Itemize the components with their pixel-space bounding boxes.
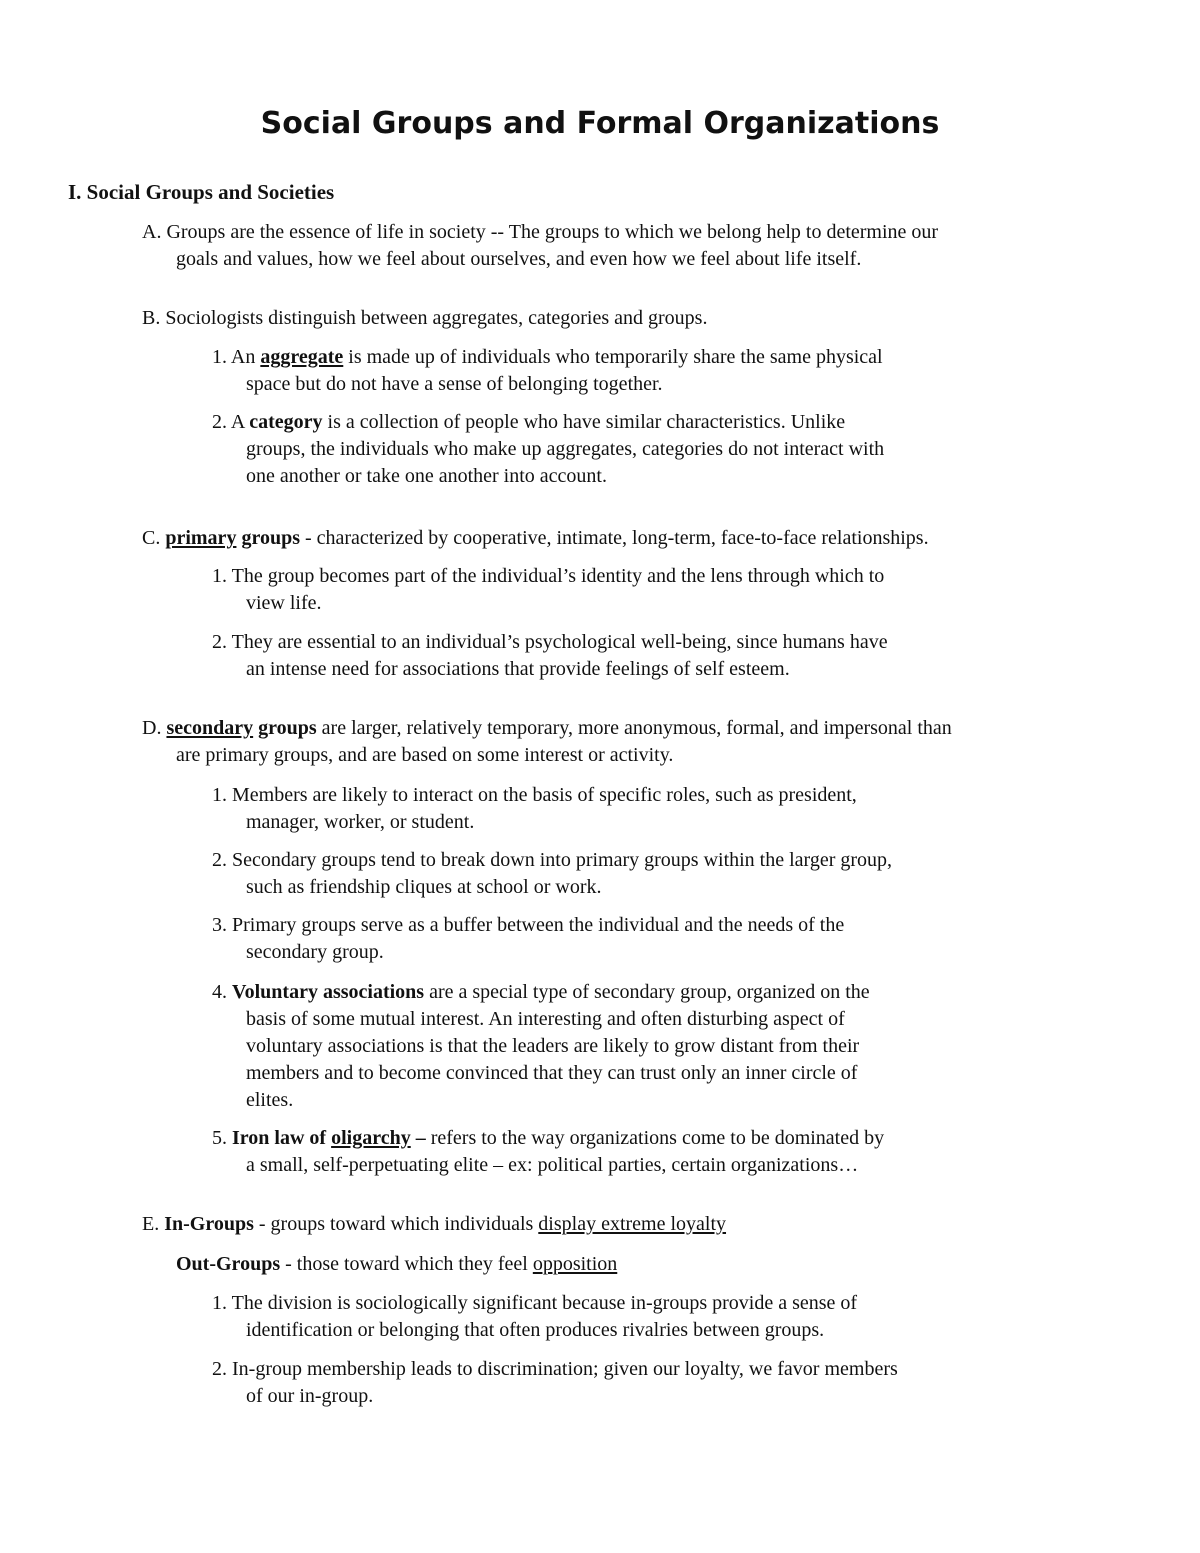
item-e-2-line-2: of our in-group. <box>246 1385 374 1407</box>
item-d-4-line-5: elites. <box>246 1089 294 1111</box>
item-d-1-line-2: manager, worker, or student. <box>246 811 475 833</box>
item-e-1 <box>212 1290 1024 1344</box>
outline-item-e <box>142 1211 726 1238</box>
item-e-letter: E. <box>142 1213 165 1235</box>
item-d-2-line-2: such as friendship cliques at school or work. <box>246 876 602 898</box>
item-e-1-line-2: identification or belonging that often produces rivalries between groups. <box>246 1319 825 1341</box>
item-b-2-rest: is a collection of people who have similar characteristics. Unlike <box>322 411 846 433</box>
item-b-2-prefix: 2. A <box>212 411 250 433</box>
outline-item-a <box>142 219 938 273</box>
item-b-1 <box>212 344 1024 398</box>
item-d-5-line-2: a small, self-perpetuating elite – ex: political parties, certain organizations… <box>246 1154 859 1176</box>
item-b-2-line-3: one another or take one another into account. <box>246 465 607 487</box>
term-category: category <box>249 411 323 433</box>
phrase-opposition: opposition <box>532 1253 618 1275</box>
phrase-extreme-loyalty: display extreme loyalty <box>538 1213 727 1235</box>
item-d-2 <box>212 847 1024 901</box>
item-c-2 <box>212 629 1024 683</box>
item-c-1-line-2: view life. <box>246 592 322 614</box>
term-primary: primary <box>165 527 237 549</box>
item-d-4-rest: are a special type of secondary group, organized on the <box>424 981 870 1003</box>
item-e-2-line-1: 2. In-group membership leads to discrimination; given our loyalty, we favor members <box>212 1358 898 1380</box>
item-d-5-prefix: 5. <box>212 1127 232 1149</box>
item-b-2 <box>212 409 1024 490</box>
term-secondary: secondary <box>166 717 254 739</box>
item-c-rest: - characterized by cooperative, intimate, long-term, face-to-face relationships. <box>299 527 929 549</box>
section-heading: I. Social Groups and Societies <box>68 180 335 204</box>
item-d-3 <box>212 912 1024 966</box>
item-d-3-line-1: 3. Primary groups serve as a buffer between the individual and the needs of the <box>212 914 845 936</box>
item-d-3-line-2: secondary group. <box>246 941 384 963</box>
item-c-letter: C. <box>142 527 166 549</box>
term-in-groups: In-Groups <box>164 1213 254 1235</box>
item-b-1-line-2: space but do not have a sense of belonging together. <box>246 373 663 395</box>
item-b-1-prefix: 1. An <box>212 346 261 368</box>
item-d-1 <box>212 782 1024 836</box>
item-b-1-rest: is made up of individuals who temporarily share the same physical <box>343 346 883 368</box>
item-d-2-line-1: 2. Secondary groups tend to break down into primary groups within the larger group, <box>212 849 893 871</box>
item-c-1 <box>212 563 1024 617</box>
item-c-2-line-2: an intense need for associations that provide feelings of self esteem. <box>246 658 790 680</box>
item-b-text: B. Sociologists distinguish between aggregates, categories and groups. <box>142 307 708 329</box>
item-d-4-line-4: members and to become convinced that they can trust only an inner circle of <box>246 1062 858 1084</box>
item-b-2-line-2: groups, the individuals who make up aggregates, categories do not interact with <box>246 438 885 460</box>
item-d-4-line-3: voluntary associations is that the leaders are likely to grow distant from their <box>246 1035 860 1057</box>
term-out-groups: Out-Groups <box>176 1253 281 1275</box>
item-e-2 <box>212 1356 1024 1410</box>
item-d-rest: are larger, relatively temporary, more anonymous, formal, and impersonal than <box>316 717 952 739</box>
out-groups-definition <box>176 1251 617 1278</box>
item-d-5 <box>212 1125 1024 1179</box>
term-iron-law: Iron law of <box>232 1127 332 1149</box>
item-d-4-prefix: 4. <box>212 981 232 1003</box>
item-d-line-2: are primary groups, and are based on some interest or activity. <box>176 744 674 766</box>
outline-item-c <box>142 525 929 552</box>
item-e-1-line-1: 1. The division is sociologically significant because in-groups provide a sense of <box>212 1292 858 1314</box>
item-e-rest: - groups toward which individuals <box>253 1213 539 1235</box>
item-d-4 <box>212 979 1024 1114</box>
item-d-1-line-1: 1. Members are likely to interact on the basis of specific roles, such as president, <box>212 784 857 806</box>
term-aggregate: aggregate <box>260 346 344 368</box>
document-title: Social Groups and Formal Organizations <box>260 106 940 141</box>
term-dash: – <box>410 1127 431 1149</box>
outline-item-d <box>142 715 952 769</box>
term-primary-groups: groups <box>236 527 300 549</box>
term-secondary-groups: groups <box>253 717 317 739</box>
item-d-5-rest: refers to the way organizations come to be dominated by <box>430 1127 885 1149</box>
item-d-4-line-2: basis of some mutual interest. An interesting and often disturbing aspect of <box>246 1008 845 1030</box>
item-a-line-2: goals and values, how we feel about ourselves, and even how we feel about life itself. <box>176 248 862 270</box>
item-c-1-line-1: 1. The group becomes part of the individual’s identity and the lens through which to <box>212 565 885 587</box>
term-oligarchy: oligarchy <box>331 1127 411 1149</box>
out-groups-rest: - those toward which they feel <box>280 1253 533 1275</box>
outline-item-b <box>142 305 707 332</box>
item-c-2-line-1: 2. They are essential to an individual’s psychological well-being, since humans have <box>212 631 888 653</box>
term-voluntary-associations: Voluntary associations <box>232 981 425 1003</box>
item-a-line-1: A. Groups are the essence of life in society -- The groups to which we belong help to determine our <box>142 221 939 243</box>
item-d-letter: D. <box>142 717 167 739</box>
